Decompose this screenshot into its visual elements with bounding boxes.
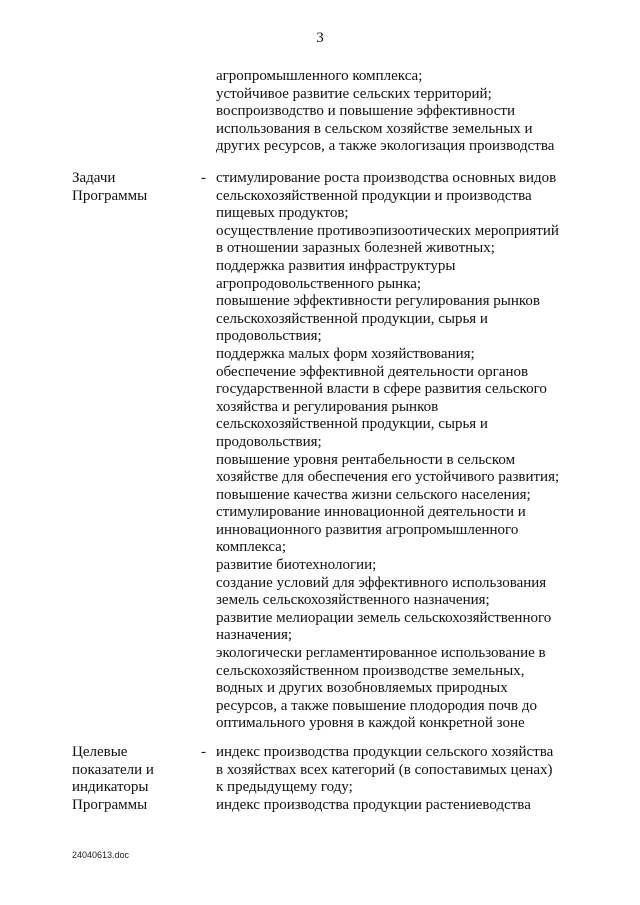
text-line: ресурсов, а также повышение плодородия почв до [216, 697, 537, 714]
section-label [72, 744, 154, 814]
label-line: Целевые [72, 744, 128, 760]
text-line: оптимального уровня в каждой конкретной зоне [216, 715, 525, 732]
text-line: сельскохозяйственной продукции, сырья и [216, 416, 488, 433]
text-line: хозяйства и регулирования рынков [216, 398, 439, 415]
section-content [216, 170, 559, 733]
text-line: хозяйстве для обеспечения его устойчивого развития; [216, 469, 560, 486]
text-line: назначения; [216, 627, 293, 644]
text-line: осуществление противоэпизоотических мероприятий [216, 222, 559, 239]
text-line: земель сельскохозяйственного назначения; [216, 592, 490, 609]
text-line: стимулирование роста производства основных видов [216, 170, 557, 186]
section-content [216, 744, 553, 814]
text-line: стимулирование инновационной деятельности и [216, 504, 526, 521]
text-line: сельскохозяйственной продукции, сырья и [216, 310, 488, 327]
text-line: комплекса; [216, 539, 286, 556]
section-label [72, 170, 147, 205]
text-line: сельскохозяйственном производстве земельных, [216, 662, 525, 679]
section-dash: - [201, 744, 206, 760]
text-line: других ресурсов, а также экологизация производства [216, 138, 555, 155]
text-line: развитие мелиорации земель сельскохозяйственного [216, 609, 552, 626]
text-line: индекс производства продукции сельского хозяйства [216, 744, 554, 760]
text-line: обеспечение эффективной деятельности органов [216, 363, 529, 380]
label-line: показатели и [72, 761, 154, 778]
text-line: сельскохозяйственной продукции и производства [216, 187, 532, 204]
text-line: устойчивое развитие сельских территорий; [216, 85, 492, 102]
page-number: 3 [316, 30, 324, 46]
text-line: поддержка малых форм хозяйствования; [216, 345, 475, 362]
text-line: развитие биотехнологии; [216, 557, 377, 574]
text-line: продовольствия; [216, 328, 322, 345]
text-line: индекс производства продукции растениеводства [216, 796, 531, 813]
text-line: к предыдущему году; [216, 779, 353, 796]
continuation-block [216, 68, 554, 156]
text-line: создание условий для эффективного использования [216, 574, 547, 591]
label-line: Программы [72, 796, 148, 813]
text-line: повышение эффективности регулирования рынков [216, 293, 540, 310]
section-dash: - [201, 170, 206, 186]
label-line: Программы [72, 187, 148, 204]
text-line: повышение качества жизни сельского населения; [216, 486, 531, 503]
footer-filename: 24040613.doc [72, 850, 130, 860]
text-line: повышение уровня рентабельности в сельском [216, 451, 516, 468]
text-line: поддержка развития инфраструктуры [216, 257, 456, 274]
text-line: использования в сельском хозяйстве земельных и [216, 120, 533, 137]
text-line: водных и других возобновляемых природных [216, 680, 508, 697]
text-line: экологически регламентированное использование в [216, 645, 546, 662]
text-line: инновационного развития агропромышленного [216, 521, 519, 538]
text-line: государственной власти в сфере развития сельского [216, 381, 547, 398]
text-line: агропромышленного комплекса; [216, 68, 423, 84]
text-line: воспроизводство и повышение эффективности [216, 103, 516, 120]
text-line: в хозяйствах всех категорий (в сопоставимых ценах) [216, 761, 553, 778]
text-line: пищевых продуктов; [216, 205, 349, 222]
text-line: продовольствия; [216, 433, 322, 450]
text-line: в отношении заразных болезней животных; [216, 240, 495, 257]
label-line: Задачи [72, 170, 116, 186]
label-line: индикаторы [72, 779, 149, 796]
text-line: агропродовольственного рынка; [216, 275, 422, 292]
